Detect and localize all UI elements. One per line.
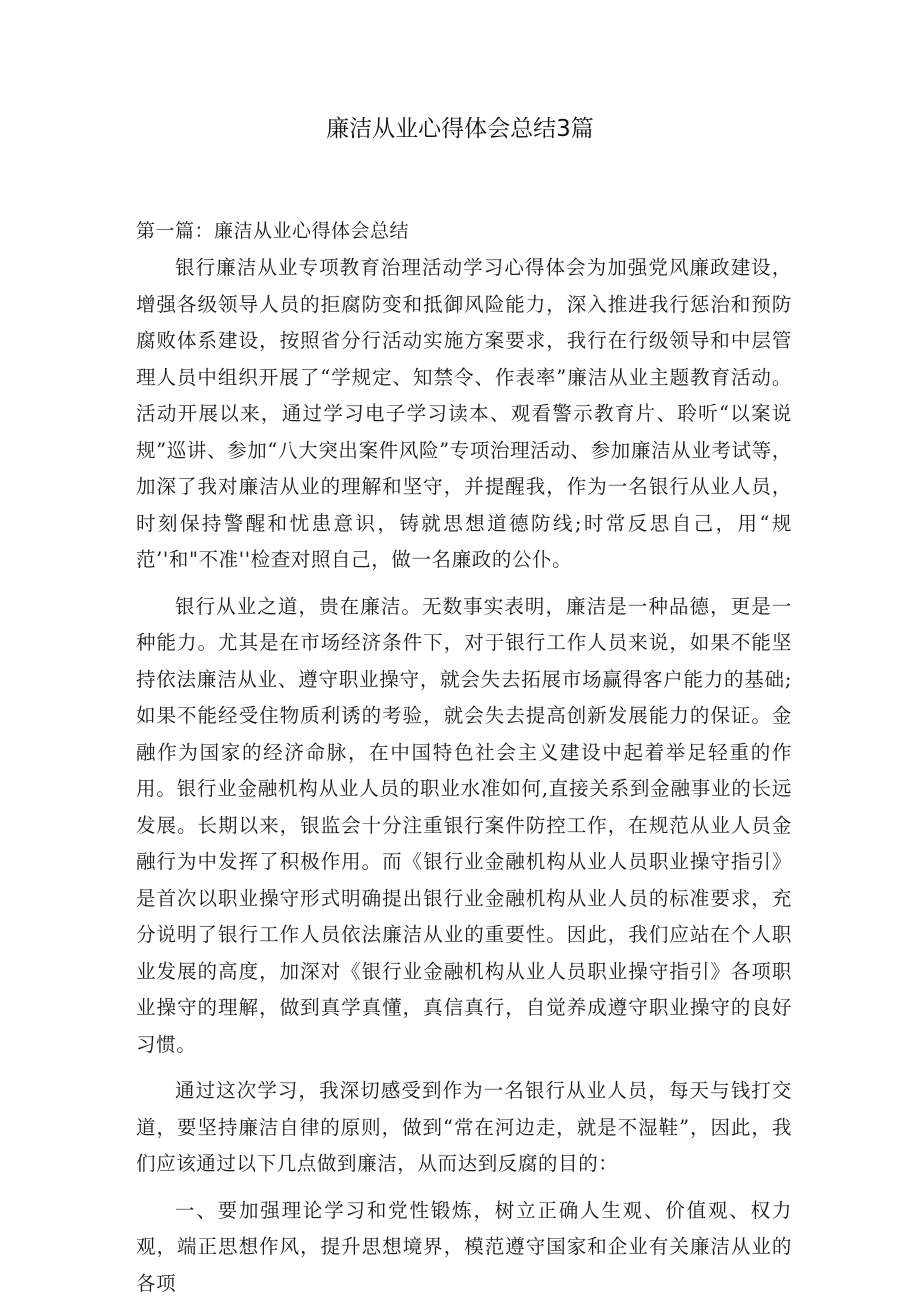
paragraph-2: 银行从业之道，贵在廉洁。无数事实表明，廉洁是一种品德，更是一种能力。尤其是在市场经济条件下，对于银行工作人员来说，如果不能坚持依法廉洁从业、遵守职业操守，就会失去拓展市场赢得客户能力的基础;如果不能经受住物质利诱的考验，就会失去提高创新发展能力的保证。金融作为国家的经济命脉，在中国特色社会主义建设中起着举足轻重的作用。银行业金融机构从业人员的职业水准如何,直接关系到金融事业的长远发展。长期以来，银监会十分注重银行案件防控工作，在规范从业人员金融行为中发挥了积极作用。而《银行业金融机构从业人员职业操守指引》是首次以职业操守形式明确提出银行业金融机构从业人员的标准要求，充分说明了银行工作人员依法廉洁从业的重要性。因此，我们应站在个人职业发展的高度，加深对《银行业金融机构从业人员职业操守指引》各项职业操守的理解，做到真学真懂，真信真行，自觉养成遵守职业操守的良好习惯。: [136, 594, 792, 1056]
document-title: 廉洁从业心得体会总结3篇: [326, 116, 594, 142]
paragraph-4: 一、要加强理论学习和党性锻炼，树立正确人生观、价值观、权力观，端正思想作风，提升思想境界，模范遵守国家和企业有关廉洁从业的各项: [136, 1198, 792, 1295]
document-body: [136, 216, 792, 1312]
section-heading: 第一篇：廉洁从业心得体会总结: [136, 220, 410, 242]
paragraph-3: 通过这次学习，我深切感受到作为一名银行从业人员，每天与钱打交道，要坚持廉洁自律的原则，做到“常在河边走，就是不湿鞋”，因此，我们应该通过以下几点做到廉洁，从而达到反腐的目的：: [136, 1079, 792, 1175]
paragraph-1: 银行廉洁从业专项教育治理活动学习心得体会为加强党风廉政建设，增强各级领导人员的拒腐防变和抵御风险能力，深入推进我行惩治和预防腐败体系建设，按照省分行活动实施方案要求，我行在行级领导和中层管理人员中组织开展了“学规定、知禁令、作表率”廉洁从业主题教育活动。活动开展以来，通过学习电子学习读本、观看警示教育片、聆听“以案说规”巡讲、参加“八大突出案件风险”专项治理活动、参加廉洁从业考试等，加深了我对廉洁从业的理解和坚守，并提醒我，作为一名银行从业人员，时刻保持警醒和忧患意识，铸就思想道德防线;时常反思自己，用“规范’'和"不准''检查对照自己，做一名廉政的公仆。: [136, 256, 792, 571]
